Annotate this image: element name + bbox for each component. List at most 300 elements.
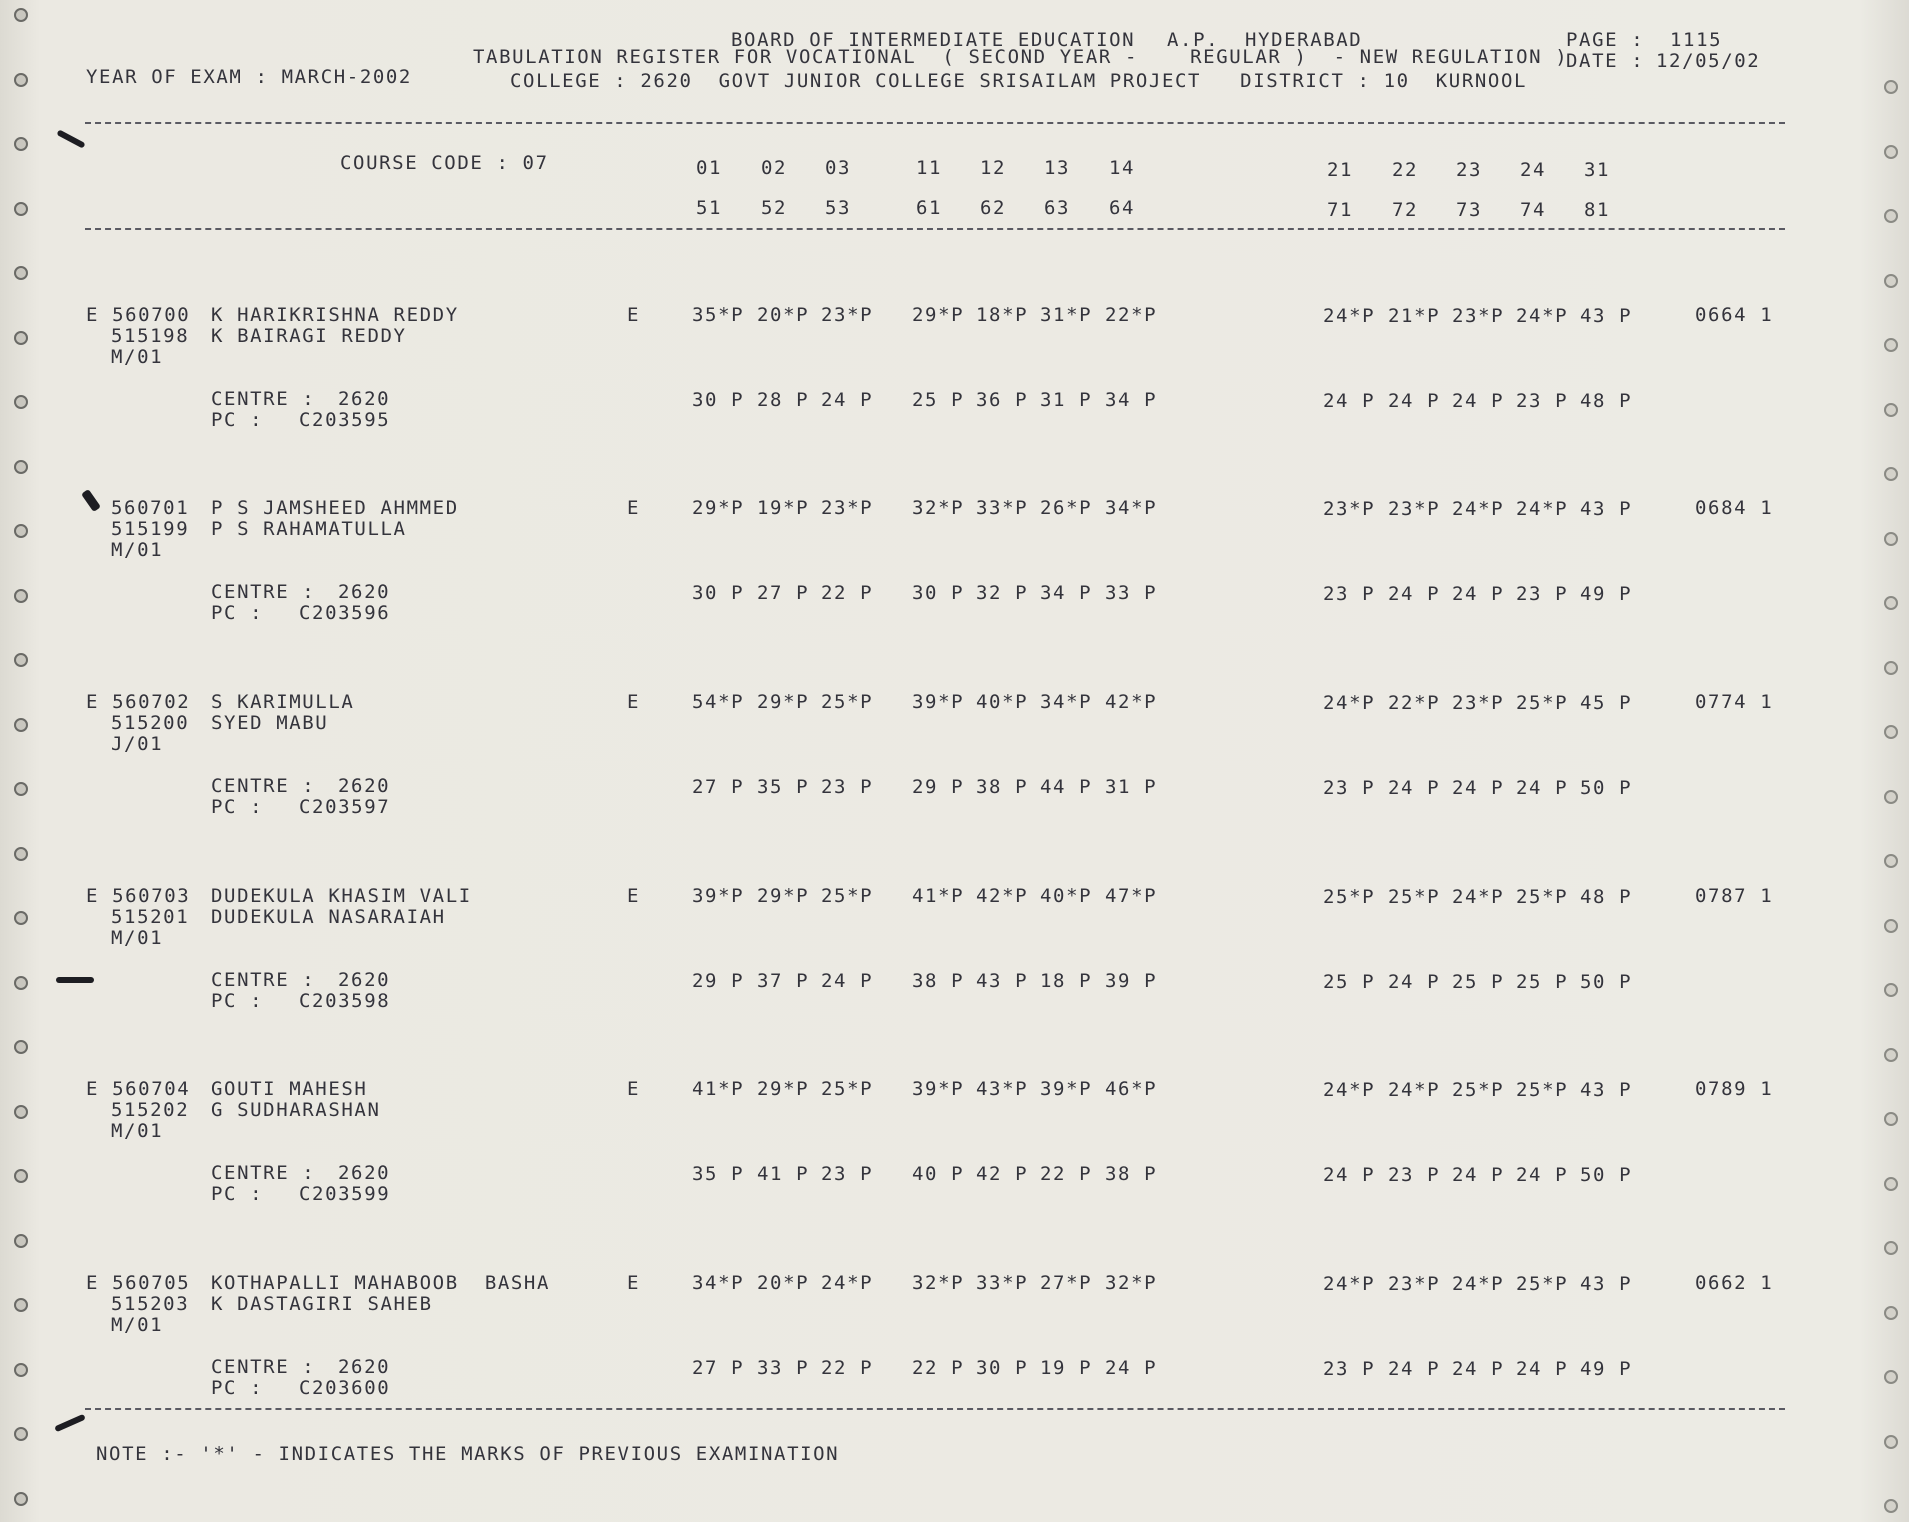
mark-cell: 26*P bbox=[1040, 497, 1093, 519]
mark-cell: 23*P bbox=[1388, 498, 1441, 520]
subject-code: 81 bbox=[1584, 199, 1611, 221]
feed-hole bbox=[14, 1298, 28, 1312]
mark-cell: 34 P bbox=[1105, 389, 1158, 411]
subject-code: 11 bbox=[916, 157, 943, 179]
father-name: SYED MABU bbox=[211, 712, 329, 734]
subject-code: 22 bbox=[1392, 159, 1419, 181]
feed-hole bbox=[1884, 1370, 1898, 1384]
course-code: COURSE CODE : 07 bbox=[340, 152, 549, 174]
mark-cell: 41 P bbox=[757, 1163, 810, 1185]
mark-cell: 25 P bbox=[912, 389, 965, 411]
footer-rule bbox=[85, 1408, 1785, 1410]
mark-cell: 42 P bbox=[976, 1163, 1029, 1185]
board-title: BOARD OF INTERMEDIATE EDUCATION bbox=[731, 29, 1136, 51]
mark-cell: 40*P bbox=[1040, 885, 1093, 907]
pc-label: PC : bbox=[211, 796, 264, 818]
subject-code: 64 bbox=[1109, 197, 1136, 219]
mark-cell: 23*P bbox=[1452, 305, 1505, 327]
feed-hole bbox=[1884, 80, 1898, 94]
date-label: DATE : bbox=[1566, 50, 1645, 72]
mark-cell: 45 P bbox=[1580, 692, 1633, 714]
mark-cell: 23*P bbox=[1388, 1273, 1441, 1295]
mark-cell: 39*P bbox=[912, 691, 965, 713]
pc-label: PC : bbox=[211, 409, 264, 431]
footer-note: NOTE :- '*' - INDICATES THE MARKS OF PREVIOUS EXAMINATION bbox=[96, 1443, 840, 1465]
candidate-name: K HARIKRISHNA REDDY bbox=[211, 304, 459, 326]
mark-cell: 24 P bbox=[1388, 390, 1441, 412]
pen-mark bbox=[56, 977, 94, 983]
mark-cell: 25 P bbox=[1452, 971, 1505, 993]
mark-cell: 24 P bbox=[821, 389, 874, 411]
mark-cell: 29*P bbox=[757, 691, 810, 713]
mark-cell: 22*P bbox=[1105, 304, 1158, 326]
mark-cell: 25*P bbox=[821, 1078, 874, 1100]
feed-hole bbox=[14, 8, 28, 22]
centre-code: 2620 bbox=[338, 581, 391, 603]
mark-cell: 24*P bbox=[1452, 886, 1505, 908]
subject-code: 62 bbox=[980, 197, 1007, 219]
feed-hole bbox=[14, 460, 28, 474]
centre-code: 2620 bbox=[338, 1356, 391, 1378]
feed-hole bbox=[14, 847, 28, 861]
mark-cell: 23 P bbox=[1323, 583, 1376, 605]
mark-cell: 30 P bbox=[692, 582, 745, 604]
mark-cell: 24*P bbox=[1516, 498, 1569, 520]
mark-cell: 48 P bbox=[1580, 886, 1633, 908]
pc-label: PC : bbox=[211, 602, 264, 624]
pen-mark bbox=[54, 1414, 86, 1432]
board-state: A.P. bbox=[1167, 29, 1220, 51]
register-no: 515202 bbox=[111, 1099, 190, 1121]
header-rule-bottom bbox=[85, 228, 1785, 230]
feed-hole bbox=[14, 718, 28, 732]
father-name: K DASTAGIRI SAHEB bbox=[211, 1293, 433, 1315]
mark-cell: 32*P bbox=[1105, 1272, 1158, 1294]
total-result: 0789 1 bbox=[1695, 1078, 1774, 1100]
page-label: PAGE : bbox=[1566, 29, 1645, 51]
mark-cell: 22 P bbox=[912, 1357, 965, 1379]
mark-cell: 25*P bbox=[1323, 886, 1376, 908]
hall-ticket-no: E 560700 bbox=[86, 304, 191, 326]
mark-cell: 32*P bbox=[912, 497, 965, 519]
feed-hole bbox=[1884, 403, 1898, 417]
father-name: P S RAHAMATULLA bbox=[211, 518, 407, 540]
centre-label: CENTRE : bbox=[211, 775, 316, 797]
feed-hole bbox=[1884, 338, 1898, 352]
mark-cell: 49 P bbox=[1580, 583, 1633, 605]
subject-code: 13 bbox=[1044, 157, 1071, 179]
mark-cell: 38 P bbox=[976, 776, 1029, 798]
total-result: 0664 1 bbox=[1695, 304, 1774, 326]
mark-cell: 23 P bbox=[1323, 777, 1376, 799]
mark-cell: 24 P bbox=[821, 970, 874, 992]
register-no: 515203 bbox=[111, 1293, 190, 1315]
pc-label: PC : bbox=[211, 990, 264, 1012]
mark-cell: 24*P bbox=[1452, 498, 1505, 520]
subject-code: 01 bbox=[696, 157, 723, 179]
mark-cell: 46*P bbox=[1105, 1078, 1158, 1100]
mark-cell: 24 P bbox=[1323, 1164, 1376, 1186]
pc-code: C203596 bbox=[299, 602, 391, 624]
mark-cell: 19 P bbox=[1040, 1357, 1093, 1379]
mark-cell: 23*P bbox=[1323, 498, 1376, 520]
hall-ticket-no: E 560702 bbox=[86, 691, 191, 713]
year-of-exam: YEAR OF EXAM : MARCH-2002 bbox=[86, 66, 412, 88]
mark-cell: 35 P bbox=[692, 1163, 745, 1185]
subject-code: 63 bbox=[1044, 197, 1071, 219]
mark-cell: 22 P bbox=[821, 1357, 874, 1379]
mark-cell: 34*P bbox=[1105, 497, 1158, 519]
father-name: DUDEKULA NASARAIAH bbox=[211, 906, 446, 928]
candidate-name: S KARIMULLA bbox=[211, 691, 355, 713]
feed-hole bbox=[14, 202, 28, 216]
feed-hole bbox=[1884, 596, 1898, 610]
centre-label: CENTRE : bbox=[211, 1356, 316, 1378]
mark-cell: 18 P bbox=[1040, 970, 1093, 992]
feed-hole bbox=[14, 1169, 28, 1183]
mark-cell: 29*P bbox=[912, 304, 965, 326]
mark-cell: 29 P bbox=[692, 970, 745, 992]
feed-hole bbox=[14, 137, 28, 151]
mark-cell: 24 P bbox=[1388, 1358, 1441, 1380]
father-name: G SUDHARASHAN bbox=[211, 1099, 381, 1121]
centre-label: CENTRE : bbox=[211, 388, 316, 410]
medium: E bbox=[627, 1078, 641, 1100]
mark-cell: 25*P bbox=[821, 691, 874, 713]
mark-cell: 25*P bbox=[1516, 692, 1569, 714]
mark-cell: 41*P bbox=[692, 1078, 745, 1100]
centre-code: 2620 bbox=[338, 775, 391, 797]
feed-hole bbox=[14, 911, 28, 925]
candidate-name: GOUTI MAHESH bbox=[211, 1078, 368, 1100]
mark-cell: 23 P bbox=[1516, 390, 1569, 412]
feed-hole bbox=[14, 976, 28, 990]
feed-hole bbox=[1884, 467, 1898, 481]
mark-cell: 43 P bbox=[1580, 1079, 1633, 1101]
print-date: 12/05/02 bbox=[1656, 50, 1761, 72]
mark-cell: 40*P bbox=[976, 691, 1029, 713]
mark-cell: 23*P bbox=[1452, 692, 1505, 714]
mark-cell: 50 P bbox=[1580, 1164, 1633, 1186]
pen-mark bbox=[81, 489, 101, 512]
feed-hole bbox=[14, 266, 28, 280]
mark-cell: 35*P bbox=[692, 304, 745, 326]
feed-hole bbox=[14, 395, 28, 409]
mark-cell: 24*P bbox=[1323, 1273, 1376, 1295]
mark-cell: 23 P bbox=[1516, 583, 1569, 605]
mark-cell: 50 P bbox=[1580, 777, 1633, 799]
feed-hole bbox=[14, 1040, 28, 1054]
mark-cell: 27 P bbox=[692, 776, 745, 798]
pc-code: C203597 bbox=[299, 796, 391, 818]
mark-cell: 25*P bbox=[1516, 1273, 1569, 1295]
register-no: 515199 bbox=[111, 518, 190, 540]
feed-hole bbox=[1884, 1499, 1898, 1513]
mark-cell: 43*P bbox=[976, 1078, 1029, 1100]
mark-cell: 42*P bbox=[1105, 691, 1158, 713]
subject-code: 03 bbox=[825, 157, 852, 179]
mark-cell: 43 P bbox=[1580, 498, 1633, 520]
register-no: 515200 bbox=[111, 712, 190, 734]
mark-cell: 23*P bbox=[821, 497, 874, 519]
mark-cell: 24 P bbox=[1323, 390, 1376, 412]
hall-ticket-no: 560701 bbox=[111, 497, 190, 519]
category-code: M/01 bbox=[111, 539, 164, 561]
feed-hole bbox=[14, 589, 28, 603]
feed-hole bbox=[14, 73, 28, 87]
mark-cell: 29*P bbox=[692, 497, 745, 519]
mark-cell: 39*P bbox=[912, 1078, 965, 1100]
mark-cell: 24 P bbox=[1388, 583, 1441, 605]
feed-hole bbox=[1884, 919, 1898, 933]
subject-code: 23 bbox=[1456, 159, 1483, 181]
mark-cell: 24*P bbox=[1388, 1079, 1441, 1101]
category-code: J/01 bbox=[111, 733, 164, 755]
centre-code: 2620 bbox=[338, 969, 391, 991]
mark-cell: 28 P bbox=[757, 389, 810, 411]
feed-hole bbox=[1884, 854, 1898, 868]
category-code: M/01 bbox=[111, 1120, 164, 1142]
mark-cell: 33*P bbox=[976, 1272, 1029, 1294]
hall-ticket-no: E 560705 bbox=[86, 1272, 191, 1294]
subject-code: 53 bbox=[825, 197, 852, 219]
pc-label: PC : bbox=[211, 1183, 264, 1205]
total-result: 0662 1 bbox=[1695, 1272, 1774, 1294]
total-result: 0787 1 bbox=[1695, 885, 1774, 907]
mark-cell: 25 P bbox=[1323, 971, 1376, 993]
mark-cell: 24 P bbox=[1452, 583, 1505, 605]
mark-cell: 24 P bbox=[1105, 1357, 1158, 1379]
mark-cell: 36 P bbox=[976, 389, 1029, 411]
college-line: COLLEGE : 2620 GOVT JUNIOR COLLEGE SRISAILAM PROJECT DISTRICT : 10 KURNOOL bbox=[510, 70, 1528, 92]
mark-cell: 24 P bbox=[1516, 1358, 1569, 1380]
medium: E bbox=[627, 1272, 641, 1294]
medium: E bbox=[627, 497, 641, 519]
mark-cell: 24*P bbox=[1323, 692, 1376, 714]
mark-cell: 22 P bbox=[1040, 1163, 1093, 1185]
mark-cell: 22 P bbox=[821, 582, 874, 604]
feed-hole bbox=[1884, 1241, 1898, 1255]
subject-code: 02 bbox=[761, 157, 788, 179]
mark-cell: 24 P bbox=[1452, 777, 1505, 799]
mark-cell: 32 P bbox=[976, 582, 1029, 604]
mark-cell: 43 P bbox=[1580, 1273, 1633, 1295]
feed-hole bbox=[1884, 209, 1898, 223]
mark-cell: 24*P bbox=[1323, 305, 1376, 327]
mark-cell: 24 P bbox=[1388, 777, 1441, 799]
mark-cell: 21*P bbox=[1388, 305, 1441, 327]
board-city: HYDERABAD bbox=[1245, 29, 1363, 51]
hall-ticket-no: E 560703 bbox=[86, 885, 191, 907]
mark-cell: 27*P bbox=[1040, 1272, 1093, 1294]
mark-cell: 34 P bbox=[1040, 582, 1093, 604]
mark-cell: 34*P bbox=[692, 1272, 745, 1294]
mark-cell: 23 P bbox=[1388, 1164, 1441, 1186]
feed-hole bbox=[1884, 983, 1898, 997]
medium: E bbox=[627, 304, 641, 326]
mark-cell: 24*P bbox=[1323, 1079, 1376, 1101]
feed-hole bbox=[1884, 145, 1898, 159]
pc-code: C203595 bbox=[299, 409, 391, 431]
feed-hole bbox=[14, 1492, 28, 1506]
mark-cell: 30 P bbox=[912, 582, 965, 604]
feed-hole bbox=[1884, 532, 1898, 546]
feed-hole bbox=[1884, 725, 1898, 739]
centre-label: CENTRE : bbox=[211, 581, 316, 603]
medium: E bbox=[627, 691, 641, 713]
mark-cell: 24 P bbox=[1516, 1164, 1569, 1186]
pc-code: C203598 bbox=[299, 990, 391, 1012]
hall-ticket-no: E 560704 bbox=[86, 1078, 191, 1100]
feed-hole bbox=[14, 524, 28, 538]
mark-cell: 35 P bbox=[757, 776, 810, 798]
feed-hole bbox=[14, 1234, 28, 1248]
feed-hole bbox=[1884, 1306, 1898, 1320]
category-code: M/01 bbox=[111, 927, 164, 949]
feed-hole bbox=[1884, 1048, 1898, 1062]
subject-code: 51 bbox=[696, 197, 723, 219]
feed-hole bbox=[14, 653, 28, 667]
mark-cell: 25 P bbox=[1516, 971, 1569, 993]
centre-code: 2620 bbox=[338, 1162, 391, 1184]
mark-cell: 44 P bbox=[1040, 776, 1093, 798]
mark-cell: 42*P bbox=[976, 885, 1029, 907]
register-no: 515201 bbox=[111, 906, 190, 928]
mark-cell: 24*P bbox=[821, 1272, 874, 1294]
subject-code: 24 bbox=[1520, 159, 1547, 181]
feed-hole bbox=[14, 1105, 28, 1119]
mark-cell: 38 P bbox=[1105, 1163, 1158, 1185]
mark-cell: 33 P bbox=[757, 1357, 810, 1379]
feed-hole bbox=[1884, 1112, 1898, 1126]
pen-mark bbox=[56, 129, 85, 148]
mark-cell: 31*P bbox=[1040, 304, 1093, 326]
mark-cell: 25*P bbox=[1516, 886, 1569, 908]
header-rule-top bbox=[85, 122, 1785, 124]
mark-cell: 23 P bbox=[821, 776, 874, 798]
subject-code: 73 bbox=[1456, 199, 1483, 221]
mark-cell: 40 P bbox=[912, 1163, 965, 1185]
centre-label: CENTRE : bbox=[211, 969, 316, 991]
subject-code: 52 bbox=[761, 197, 788, 219]
subject-code: 31 bbox=[1584, 159, 1611, 181]
mark-cell: 24 P bbox=[1388, 971, 1441, 993]
mark-cell: 29*P bbox=[757, 885, 810, 907]
mark-cell: 37 P bbox=[757, 970, 810, 992]
candidate-name: DUDEKULA KHASIM VALI bbox=[211, 885, 472, 907]
feed-hole bbox=[1884, 790, 1898, 804]
mark-cell: 47*P bbox=[1105, 885, 1158, 907]
feed-hole bbox=[14, 1427, 28, 1441]
mark-cell: 18*P bbox=[976, 304, 1029, 326]
mark-cell: 49 P bbox=[1580, 1358, 1633, 1380]
mark-cell: 25*P bbox=[1452, 1079, 1505, 1101]
mark-cell: 20*P bbox=[757, 304, 810, 326]
mark-cell: 33*P bbox=[976, 497, 1029, 519]
mark-cell: 27 P bbox=[757, 582, 810, 604]
mark-cell: 38 P bbox=[912, 970, 965, 992]
mark-cell: 32*P bbox=[912, 1272, 965, 1294]
medium: E bbox=[627, 885, 641, 907]
centre-label: CENTRE : bbox=[211, 1162, 316, 1184]
mark-cell: 29 P bbox=[912, 776, 965, 798]
subject-code: 21 bbox=[1327, 159, 1354, 181]
mark-cell: 24*P bbox=[1516, 305, 1569, 327]
mark-cell: 29*P bbox=[757, 1078, 810, 1100]
mark-cell: 24 P bbox=[1452, 1358, 1505, 1380]
mark-cell: 22*P bbox=[1388, 692, 1441, 714]
mark-cell: 39*P bbox=[1040, 1078, 1093, 1100]
mark-cell: 39 P bbox=[1105, 970, 1158, 992]
candidate-name: P S JAMSHEED AHMMED bbox=[211, 497, 459, 519]
subject-code: 74 bbox=[1520, 199, 1547, 221]
category-code: M/01 bbox=[111, 1314, 164, 1336]
mark-cell: 24 P bbox=[1516, 777, 1569, 799]
mark-cell: 33 P bbox=[1105, 582, 1158, 604]
pc-label: PC : bbox=[211, 1377, 264, 1399]
father-name: K BAIRAGI REDDY bbox=[211, 325, 407, 347]
mark-cell: 23 P bbox=[1323, 1358, 1376, 1380]
subject-code: 71 bbox=[1327, 199, 1354, 221]
mark-cell: 25*P bbox=[821, 885, 874, 907]
pc-code: C203600 bbox=[299, 1377, 391, 1399]
subject-code: 14 bbox=[1109, 157, 1136, 179]
mark-cell: 43 P bbox=[976, 970, 1029, 992]
mark-cell: 23 P bbox=[821, 1163, 874, 1185]
mark-cell: 25*P bbox=[1388, 886, 1441, 908]
mark-cell: 48 P bbox=[1580, 390, 1633, 412]
mark-cell: 30 P bbox=[692, 389, 745, 411]
mark-cell: 20*P bbox=[757, 1272, 810, 1294]
feed-hole bbox=[14, 1363, 28, 1377]
candidate-name: KOTHAPALLI MAHABOOB BASHA bbox=[211, 1272, 551, 1294]
register-no: 515198 bbox=[111, 325, 190, 347]
mark-cell: 23*P bbox=[821, 304, 874, 326]
mark-cell: 19*P bbox=[757, 497, 810, 519]
register-title: TABULATION REGISTER FOR VOCATIONAL ( SECOND YEAR - REGULAR ) - NEW REGULATION ) bbox=[473, 46, 1569, 68]
feed-hole bbox=[1884, 661, 1898, 675]
mark-cell: 41*P bbox=[912, 885, 965, 907]
page-number: 1115 bbox=[1670, 29, 1723, 51]
mark-cell: 27 P bbox=[692, 1357, 745, 1379]
mark-cell: 24 P bbox=[1452, 390, 1505, 412]
mark-cell: 31 P bbox=[1040, 389, 1093, 411]
mark-cell: 34*P bbox=[1040, 691, 1093, 713]
feed-hole bbox=[1884, 274, 1898, 288]
mark-cell: 39*P bbox=[692, 885, 745, 907]
mark-cell: 25*P bbox=[1516, 1079, 1569, 1101]
feed-hole bbox=[14, 331, 28, 345]
subject-code: 61 bbox=[916, 197, 943, 219]
subject-code: 72 bbox=[1392, 199, 1419, 221]
feed-hole bbox=[1884, 1435, 1898, 1449]
mark-cell: 31 P bbox=[1105, 776, 1158, 798]
mark-cell: 54*P bbox=[692, 691, 745, 713]
subject-code: 12 bbox=[980, 157, 1007, 179]
feed-hole bbox=[14, 782, 28, 796]
total-result: 0774 1 bbox=[1695, 691, 1774, 713]
mark-cell: 50 P bbox=[1580, 971, 1633, 993]
mark-cell: 30 P bbox=[976, 1357, 1029, 1379]
pc-code: C203599 bbox=[299, 1183, 391, 1205]
feed-hole bbox=[1884, 1177, 1898, 1191]
centre-code: 2620 bbox=[338, 388, 391, 410]
mark-cell: 24 P bbox=[1452, 1164, 1505, 1186]
mark-cell: 24*P bbox=[1452, 1273, 1505, 1295]
total-result: 0684 1 bbox=[1695, 497, 1774, 519]
mark-cell: 43 P bbox=[1580, 305, 1633, 327]
category-code: M/01 bbox=[111, 346, 164, 368]
